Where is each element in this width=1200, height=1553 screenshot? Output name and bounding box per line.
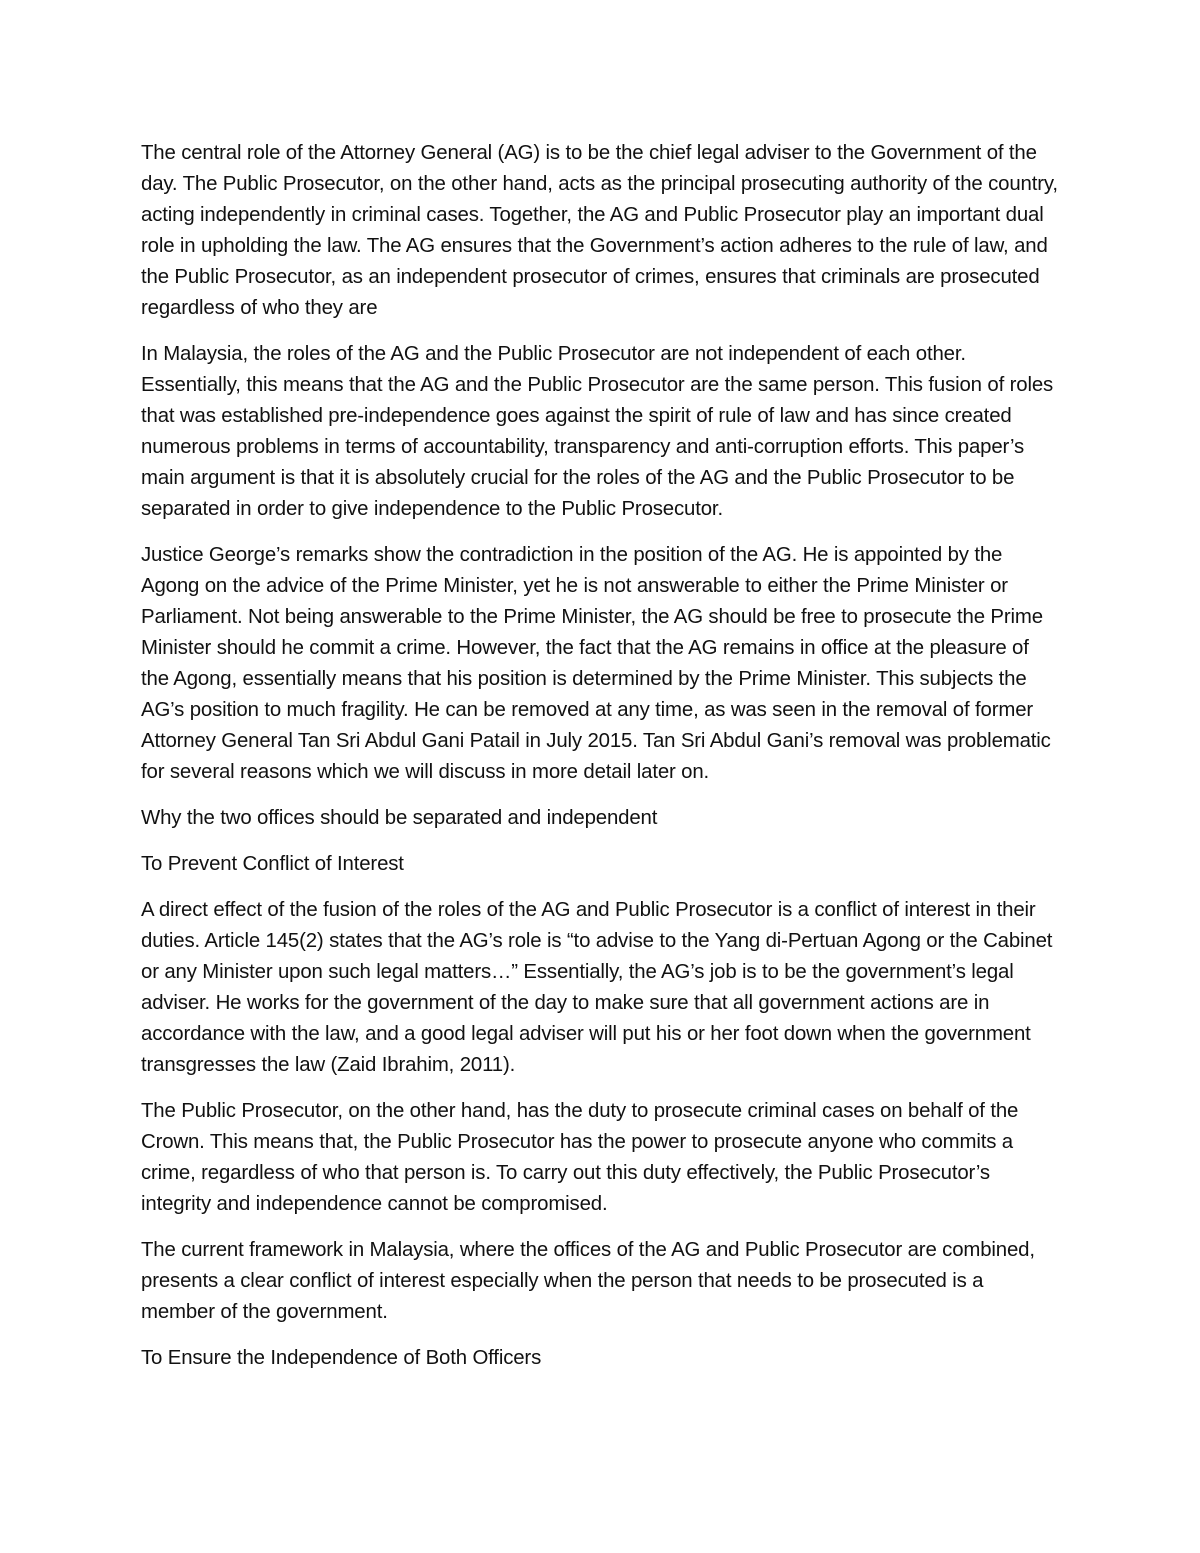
paragraph-justice-george: Justice George’s remarks show the contradiction in the position of the AG. He is appointed by the Agong on the advice of the Prime Minister, yet he is not answerable to either the Prime Minister or Parliament. Not being answerable to the Prime Minister, the AG should be free to prosecute the Prime Minister should he commit a crime. However, the fact that the AG remains in office at the pleasure of the Agong, essentially means that his position is determined by the Prime Minister. This subjects the AG’s position to much fragility. He can be removed at any time, as was seen in the removal of former Attorney General Tan Sri Abdul Gani Patail in July 2015. Tan Sri Abdul Gani’s removal was problematic for several reasons which we will discuss in more detail later on.	[141, 544, 1051, 783]
paragraph-malaysia-roles: In Malaysia, the roles of the AG and the Public Prosecutor are not independent of each other. Essentially, this means that the AG and the Public Prosecutor are the same person. This fusion of roles that was established pre-independence goes against the spirit of rule of law and has since created numerous problems in terms of accountability, transparency and anti-corruption efforts. This paper’s main argument is that it is absolutely crucial for the roles of the AG and the Public Prosecutor to be separated in order to give independence to the Public Prosecutor.	[141, 343, 1054, 520]
paragraph-current-framework: The current framework in Malaysia, where the offices of the AG and Public Prosecutor are combined, presents a clear conflict of interest especially when the person that needs to be prosecuted is a member of the government.	[141, 1239, 1035, 1323]
paragraph-intro: The central role of the Attorney General (AG) is to be the chief legal adviser to the Government of the day. The Public Prosecutor, on the other hand, acts as the principal prosecuting authority of the country, acting independently in criminal cases. Together, the AG and Public Prosecutor play an important dual role in upholding the law. The AG ensures that the Government’s action adheres to the rule of law, and the Public Prosecutor, as an independent prosecutor of crimes, ensures that criminals are prosecuted regardless of who they are	[141, 142, 1058, 319]
section-heading-separation: Why the two offices should be separated and independent	[141, 807, 658, 829]
paragraph-public-prosecutor-duty: The Public Prosecutor, on the other hand, has the duty to prosecute criminal cases on behalf of the Crown. This means that, the Public Prosecutor has the power to prosecute anyone who commits a crime, regardless of who that person is. To carry out this duty effectively, the Public Prosecutor’s integrity and independence cannot be compromised.	[141, 1100, 1019, 1215]
section-heading-conflict-of-interest: To Prevent Conflict of Interest	[141, 853, 404, 875]
document-page	[141, 138, 1061, 1389]
paragraph-direct-effect: A direct effect of the fusion of the roles of the AG and Public Prosecutor is a conflict of interest in their duties. Article 145(2) states that the AG’s role is “to advise to the Yang di-Pertuan Agong or the Cabinet or any Minister upon such legal matters…” Essentially, the AG’s job is to be the government’s legal adviser. He works for the government of the day to make sure that all government actions are in accordance with the law, and a good legal adviser will put his or her foot down when the government transgresses the law (Zaid Ibrahim, 2011).	[141, 899, 1053, 1076]
section-heading-independence: To Ensure the Independence of Both Officers	[141, 1347, 542, 1369]
